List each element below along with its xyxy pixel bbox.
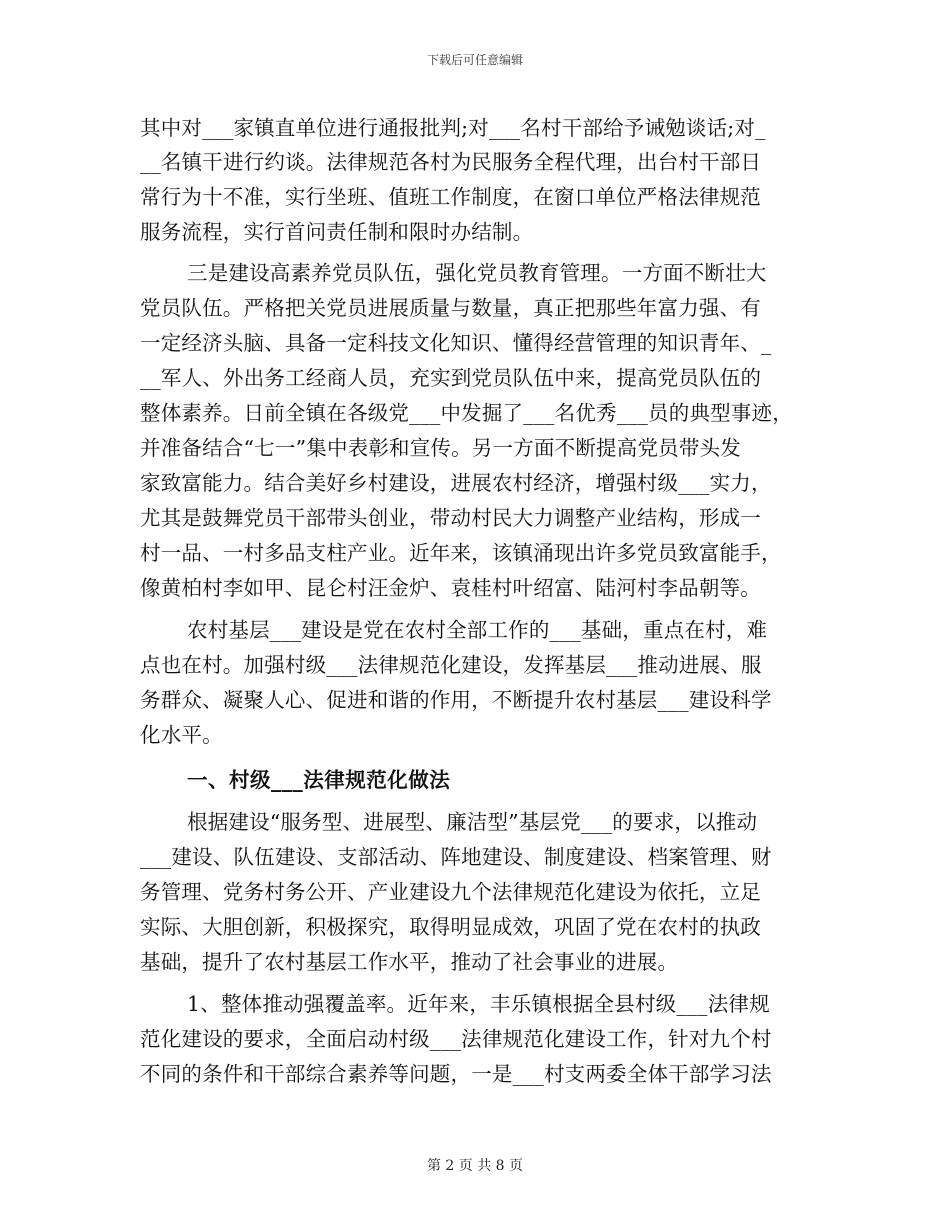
- text-line: 像黄柏村李如甲、昆仑村汪金炉、袁桂村叶绍富、陆河村李品朝等。: [140, 576, 761, 600]
- text-line: 范化建设的要求，全面启动村级___法律规范化建设工作，针对九个村: [140, 1027, 772, 1051]
- text-line: 基础，提升了农村基层工作水平，推动了社会事业的进展。: [140, 950, 679, 974]
- text-line: 其中对___家镇直单位进行通报批判;对___名村干部给予诫勉谈话;对_: [140, 116, 766, 140]
- text-line: 尤其是鼓舞党员干部带头创业，带动村民大力调整产业结构，形成一: [140, 506, 761, 530]
- text-line: 实际、大胆创新，积极探究，取得明显成效，巩固了党在农村的执政: [140, 915, 761, 939]
- paragraph-start-line: 三是建设高素养党员队伍，强化党员教育管理。一方面不断壮大: [187, 261, 767, 285]
- page-footer: 第 2 页 共 8 页: [426, 1158, 524, 1174]
- text-line: 党员队伍。严格把关党员进展质量与数量，真正把那些年富力强、有: [140, 296, 761, 320]
- text-line: 化水平。: [140, 723, 223, 747]
- text-line: 务管理、党务村务公开、产业建设九个法律规范化建设为依托，立足: [140, 880, 761, 904]
- paragraph-start-line: 根据建设“服务型、进展型、廉洁型”基层党___的要求，以推动: [187, 810, 758, 834]
- paragraph-start-line: 1、整体推动强覆盖率。近年来，丰乐镇根据全县村级___法律规: [187, 992, 770, 1016]
- text-line: 务群众、凝聚人心、促进和谐的作用，不断提升农村基层___建设科学: [140, 688, 772, 712]
- paragraph-start-line: 农村基层___建设是党在农村全部工作的___基础，重点在村，难: [187, 618, 768, 642]
- section-heading: 一、村级___法律规范化做法: [187, 768, 451, 792]
- text-line: ___建设、队伍建设、支部活动、阵地建设、制度建设、档案管理、财: [140, 845, 772, 869]
- page-header: 下载后可任意编辑: [426, 53, 523, 67]
- text-line: 整体素养。日前全镇在各级党___中发掘了___名优秀___员的典型事迹，: [140, 401, 793, 425]
- text-line: 村一品、一村多品支柱产业。近年来，该镇涌现出许多党员致富能手，: [140, 541, 782, 565]
- text-line: 点也在村。加强村级___法律规范化建设，发挥基层___推动进展、服: [140, 653, 762, 677]
- text-line: 服务流程，实行首问责任制和限时办结制。: [140, 220, 534, 244]
- text-line: 不同的条件和干部综合素养等问题，一是___村支两委全体干部学习法: [140, 1062, 772, 1086]
- text-line: 一定经济头脑、具备一定科技文化知识、懂得经营管理的知识青年、_: [140, 331, 772, 355]
- text-line: 常行为十不准，实行坐班、值班工作制度，在窗口单位严格法律规范: [140, 185, 761, 209]
- text-line: __军人、外出务工经商人员，充实到党员队伍中来，提高党员队伍的: [140, 366, 762, 390]
- text-line: __名镇干进行约谈。法律规范各村为民服务全程代理，出台村干部日: [140, 150, 762, 174]
- text-line: 家致富能力。结合美好乡村建设，进展农村经济，增强村级___实力，: [140, 471, 772, 495]
- text-line: 并准备结合“七一”集中表彰和宣传。另一方面不断提高党员带头发: [140, 436, 741, 460]
